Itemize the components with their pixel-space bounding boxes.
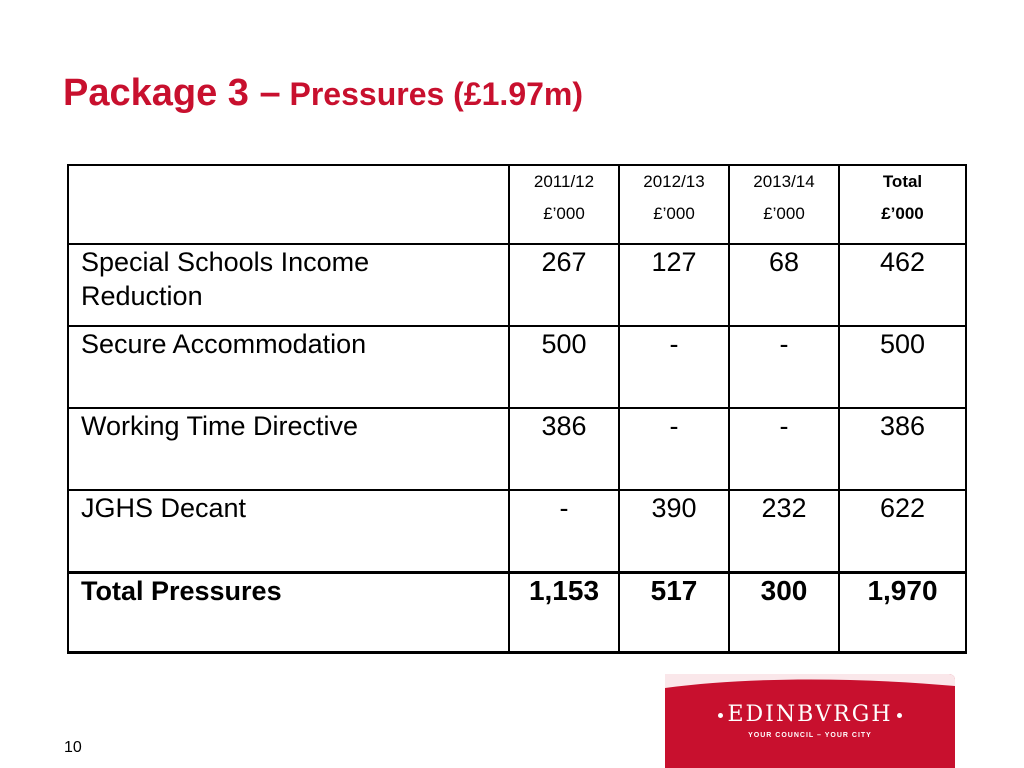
value-cell: -	[619, 408, 729, 490]
header-year: 2012/13	[643, 172, 705, 191]
logo-wordmark-text: EDINBVRGH	[727, 702, 893, 727]
table-header-row	[68, 165, 966, 244]
edinburgh-logo	[665, 674, 955, 768]
header-unit: £’000	[881, 204, 924, 223]
value-cell: 500	[509, 326, 619, 408]
total-label: Total Pressures	[68, 572, 509, 652]
title-main: Package 3 –	[63, 72, 281, 114]
value-cell: 232	[729, 490, 839, 572]
table-row-special-schools	[68, 244, 966, 326]
table-row-working-time	[68, 408, 966, 490]
total-value-cell: 300	[729, 572, 839, 652]
value-cell: 390	[619, 490, 729, 572]
header-col-2013-14	[729, 165, 839, 244]
row-label-line: Reduction	[81, 281, 203, 311]
header-year: 2013/14	[753, 172, 815, 191]
header-unit: £’000	[653, 204, 695, 223]
row-label	[68, 244, 509, 326]
value-cell: -	[619, 326, 729, 408]
header-total-label: Total	[882, 172, 923, 191]
value-cell: -	[509, 490, 619, 572]
header-unit: £’000	[543, 204, 585, 223]
value-cell: -	[729, 326, 839, 408]
header-unit: £’000	[763, 204, 805, 223]
value-cell: 267	[509, 244, 619, 326]
value-cell: 462	[839, 244, 966, 326]
header-col-total	[839, 165, 966, 244]
total-value-cell: 517	[619, 572, 729, 652]
value-cell: -	[729, 408, 839, 490]
value-cell: 127	[619, 244, 729, 326]
logo-dot-icon	[718, 713, 723, 718]
table-row-jghs-decant	[68, 490, 966, 572]
row-label: Working Time Directive	[68, 408, 509, 490]
logo-tagline: YOUR COUNCIL – YOUR CITY	[748, 732, 872, 739]
header-blank-cell	[68, 165, 509, 244]
slide-title	[63, 74, 583, 112]
header-col-2011-12	[509, 165, 619, 244]
value-cell: 68	[729, 244, 839, 326]
title-subtitle: Pressures (£1.97m)	[280, 76, 584, 112]
pressures-table	[67, 164, 967, 654]
header-year: 2011/12	[533, 172, 595, 191]
page-number: 10	[64, 739, 82, 756]
row-label-line: Special Schools Income	[81, 247, 370, 277]
value-cell: 500	[839, 326, 966, 408]
header-col-2012-13	[619, 165, 729, 244]
logo-dot-icon	[897, 713, 902, 718]
total-value-cell: 1,153	[509, 572, 619, 652]
row-label: JGHS Decant	[68, 490, 509, 572]
row-label: Secure Accommodation	[68, 326, 509, 408]
total-value-cell: 1,970	[839, 572, 966, 652]
table-row-total-pressures	[68, 572, 966, 652]
value-cell: 386	[839, 408, 966, 490]
value-cell: 386	[509, 408, 619, 490]
logo-wordmark	[665, 704, 955, 726]
value-cell: 622	[839, 490, 966, 572]
table-row-secure-accommodation	[68, 326, 966, 408]
